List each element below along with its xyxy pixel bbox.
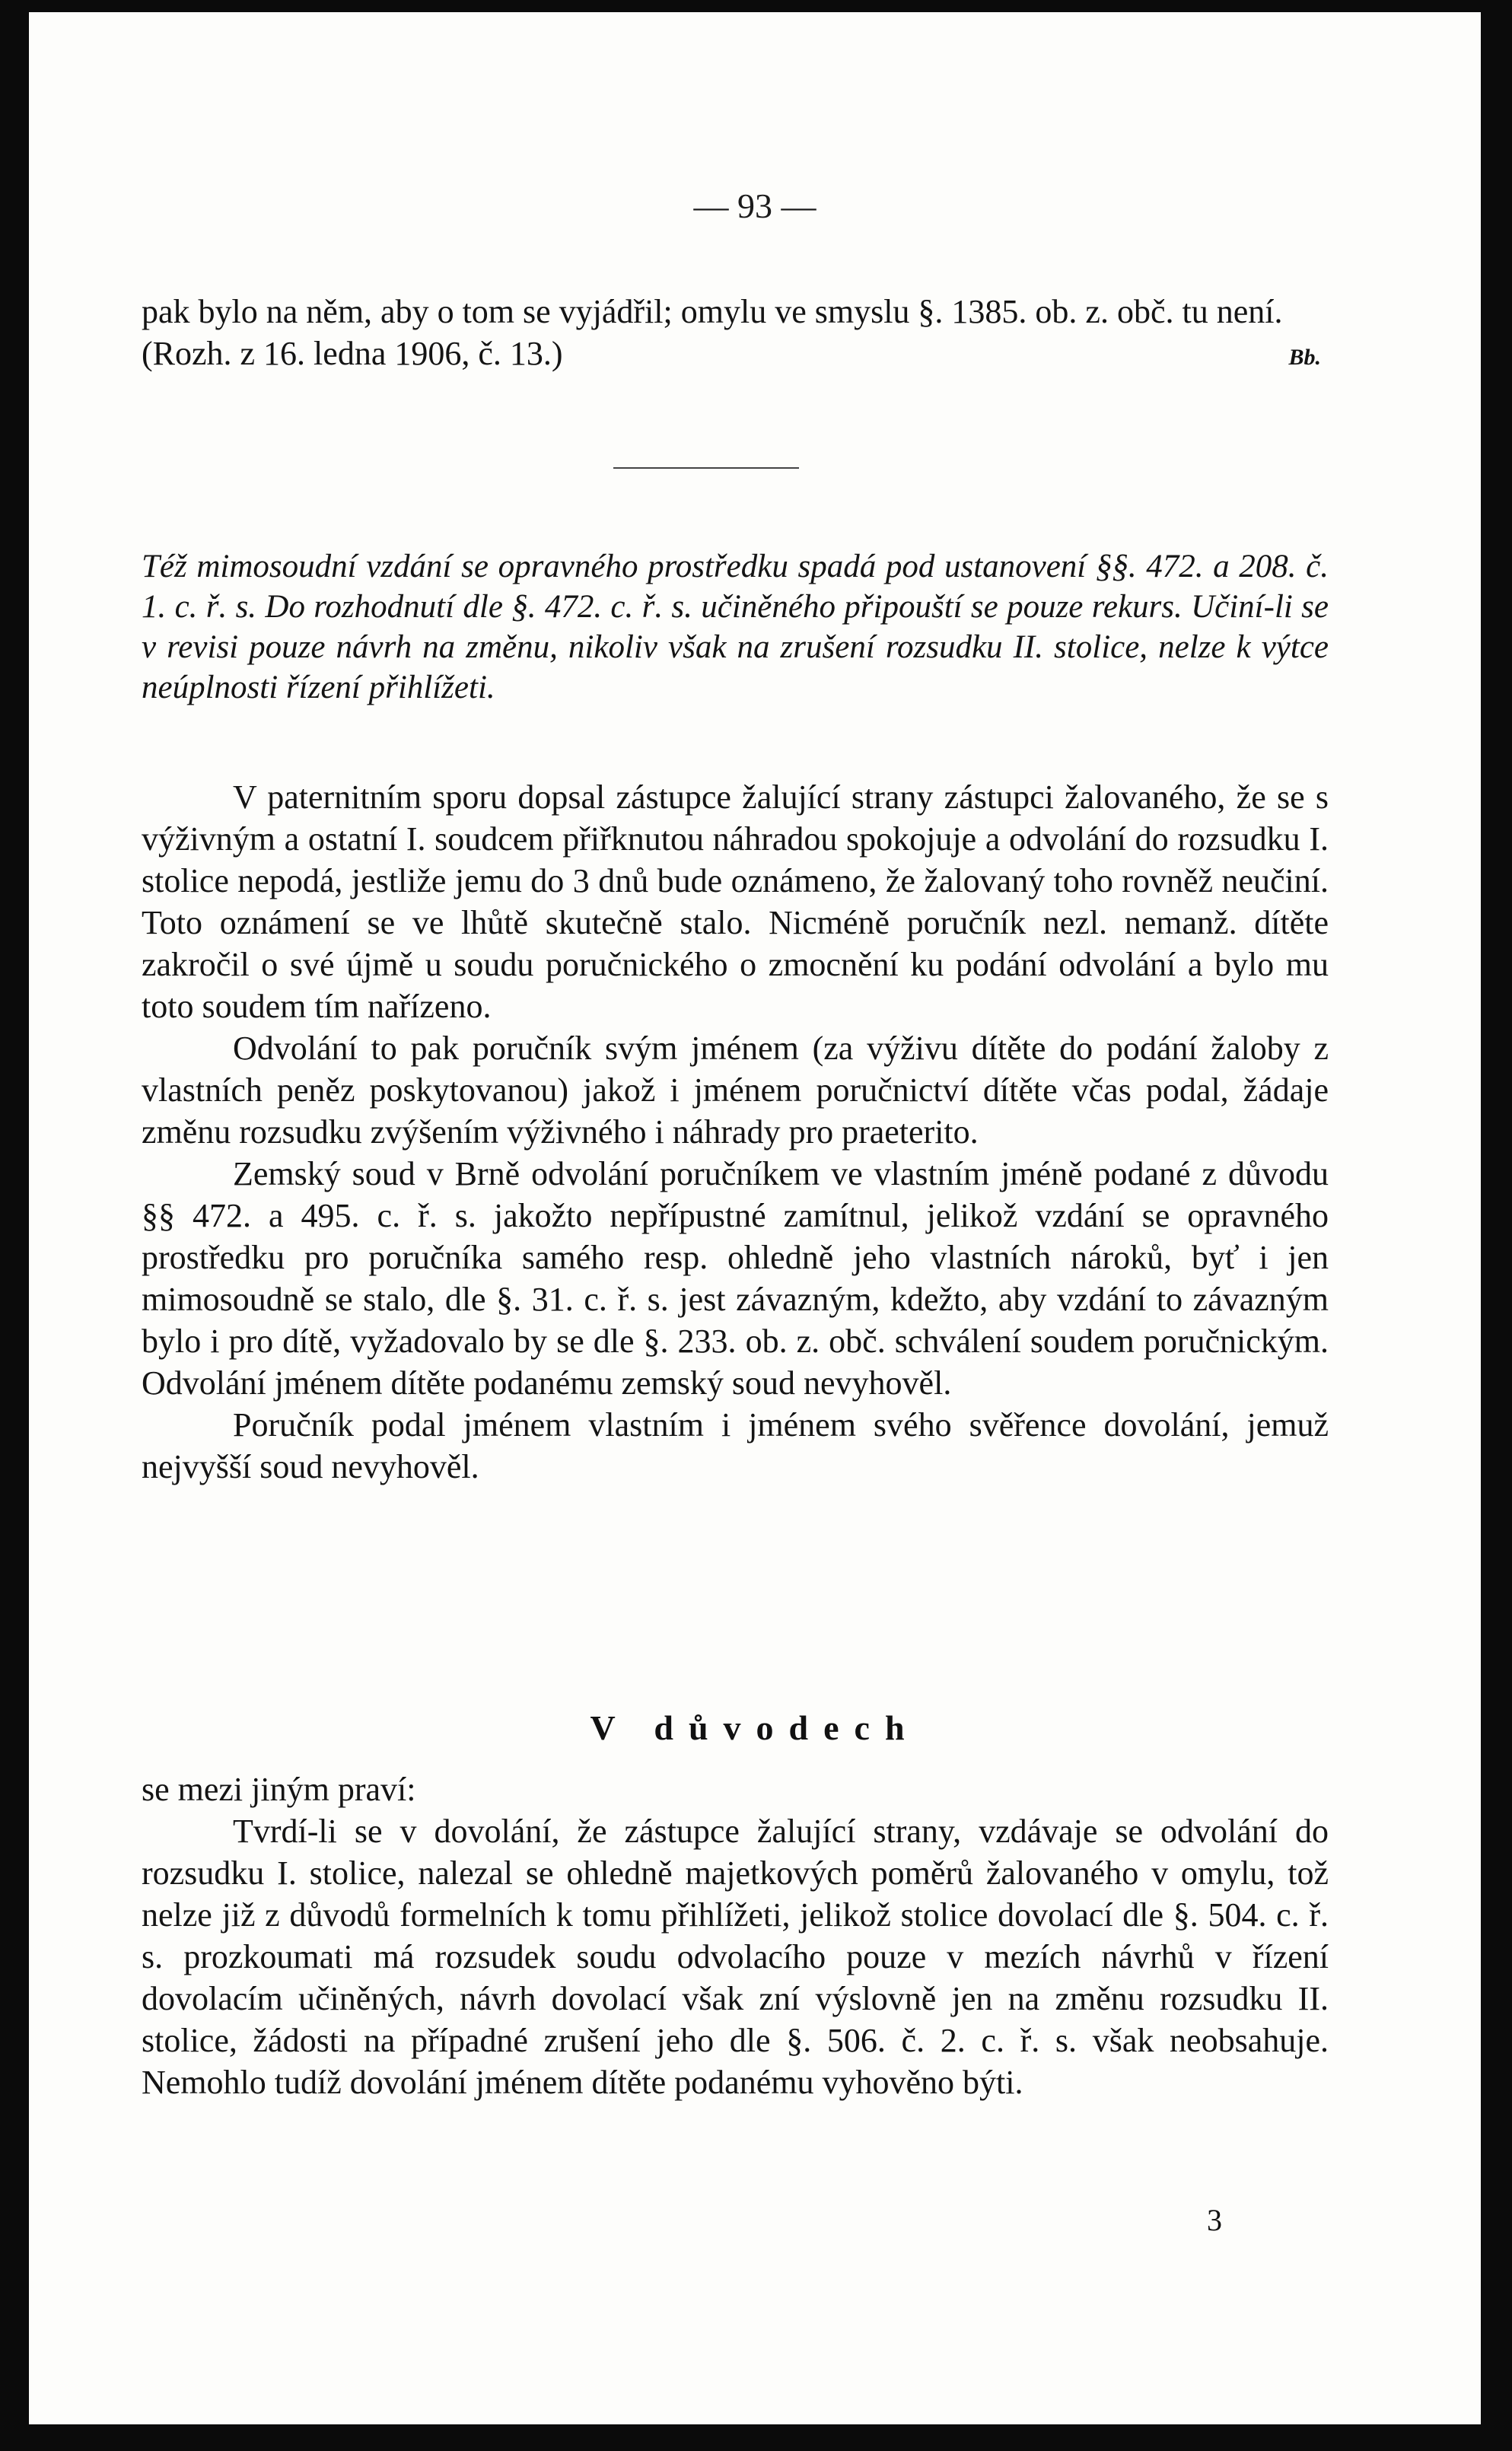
section-divider xyxy=(613,467,799,469)
body-paragraph: Odvolání to pak poručník svým jménem (za výživu dítěte do podání žaloby z vlastních peněz poskytovanou) jakož i jménem poručnictví dítěte včas podal, žádaje změnu rozsudku zvýšením výživného i náhrady pro praeterito. xyxy=(142,1030,1329,1151)
section-heading: V důvodech xyxy=(590,1708,920,1747)
reasons-section xyxy=(142,1768,1329,2103)
citation-row xyxy=(142,333,1329,378)
body-paragraph: V paternitním sporu dopsal zástupce žalující strany zástupci žalovaného, že se s výživným a ostatní I. soudcem přiřknutou náhradou spokojuje a odvolání do rozsudku I. stolice nepodá, jestliže jemu do 3 dnů bude oznámeno, že žalovaný toho rovněž neučiní. Toto oznámení se ve lhůtě skutečně stalo. Nicméně poručník nezl. nemanž. dítěte zakročil o své újmě u soudu poručnického o zmocnění ku podání odvolání a bylo mu toto soudem tím nařízeno. xyxy=(142,778,1329,1025)
author-signature: Bb. xyxy=(1288,345,1321,370)
citation: (Rozh. z 16. ledna 1906, č. 13.) xyxy=(142,335,563,372)
paragraph-continuation: pak bylo na něm, aby o tom se vyjádřil; omylu ve smyslu §. 1385. ob. z. obč. tu není. xyxy=(142,293,1283,330)
case-summary xyxy=(142,546,1329,708)
signature-mark: 3 xyxy=(1207,2203,1222,2237)
summary-text: Též mimosoudní vzdání se opravného prostředku spadá pod ustanovení §§. 472. a 208. č. 1. c. ř. s. Do rozhodnutí dle §. 472. c. ř. s. učiněného připouští se pouze rekurs. Učiní-li se v revisi pouze návrh na změnu, nikoliv však na zrušení rozsudku II. stolice, nelze k výtce neúplnosti řízení přihlížeti. xyxy=(142,549,1329,705)
body-paragraph: Zemský soud v Brně odvolání poručníkem ve vlastním jméně podané z důvodu §§ 472. a 495. c. ř. s. jakožto nepřípustné zamítnul, jelikož vzdání se opravného prostředku pro poručníka samého resp. ohledně jeho vlastních nároků, byť i jen mimosoudně se stalo, dle §. 31. c. ř. s. jest závazným, kdežto, aby vzdání to závazným bylo i pro dítě, vyžadovalo by se dle §. 233. ob. z. obč. schválení soudem poručnickým. Odvolání jménem dítěte podanému zemský soud nevyhověl. xyxy=(142,1155,1329,1402)
body-paragraph: Poručník podal jménem vlastním i jménem svého svěřence dovolání, jemuž nejvyšší soud nevyhověl. xyxy=(142,1406,1329,1485)
reasons-paragraph: Tvrdí-li se v dovolání, že zástupce žalující strany, vzdávaje se odvolání do rozsudku I. stolice, nalezal se ohledně majetkových poměrů žalovaného v omylu, tož nelze již z důvodů formelních k tomu přihlížeti, jelikož stolice dovolací dle §. 504. c. ř. s. prozkoumati má rozsudek soudu odvolacího pouze v mezích návrhů v řízení dovolacím učiněných, návrh dovolací však zní výslovně jen na změnu rozsudku II. stolice, žádosti na případné zrušení jeho dle §. 506. č. 2. c. ř. s. však neobsahuje. Nemohlo tudíž dovolání jménem dítěte podanému vyhověno býti. xyxy=(142,1813,1329,2101)
reasons-intro: se mezi jiným praví: xyxy=(142,1771,416,1808)
previous-case-ending xyxy=(142,291,1329,378)
page-number-header: — 93 — xyxy=(693,186,816,225)
document-page xyxy=(29,12,1481,2424)
case-body xyxy=(142,776,1329,1488)
